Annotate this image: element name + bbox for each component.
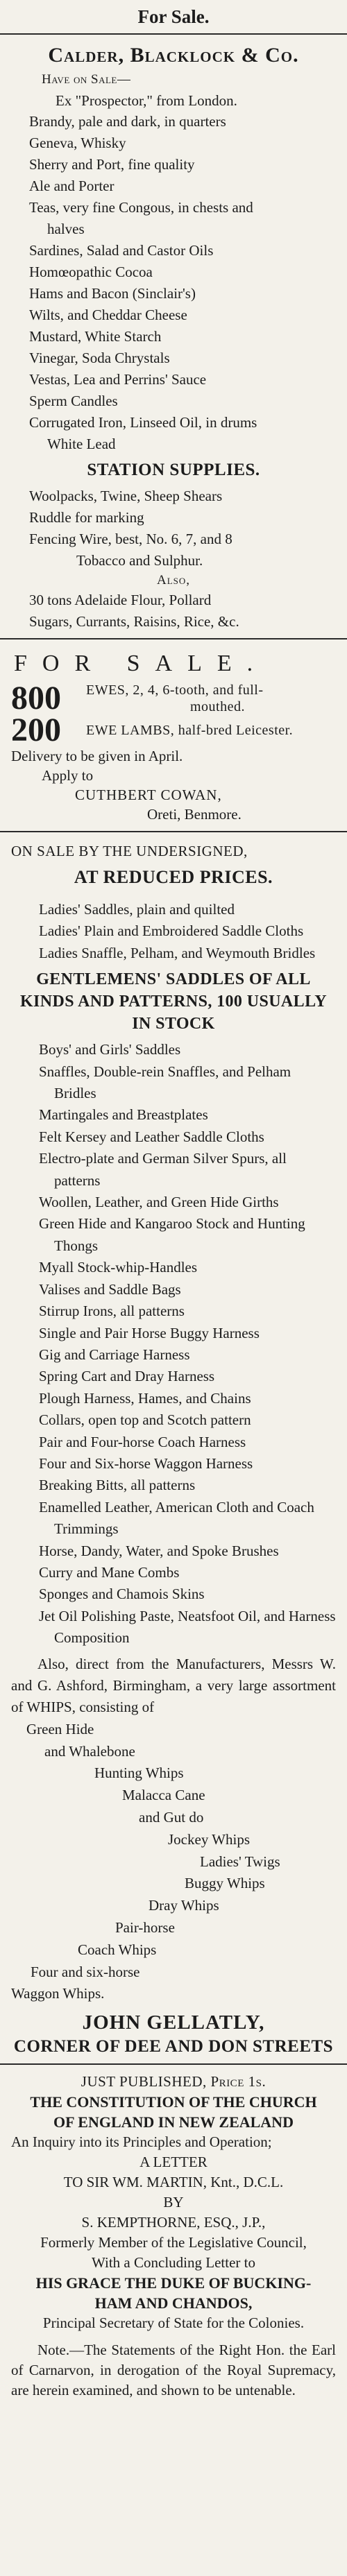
list-item: Enamelled Leather, American Cloth and Coach Trimmings: [39, 1498, 314, 1538]
pub-duke: HIS GRACE THE DUKE OF BUCKING-: [35, 2274, 312, 2292]
list-item: Boys' and Girls' Saddles: [39, 1041, 181, 1058]
whip-item: Dray Whips: [149, 1897, 219, 1914]
list-item: Mustard, White Starch: [29, 328, 162, 345]
pub-title: THE CONSTITUTION OF THE CHURCH: [30, 2093, 317, 2111]
list-item: Spring Cart and Dray Harness: [39, 1368, 215, 1385]
list-item: Gig and Carriage Harness: [39, 1346, 190, 1363]
stock-desc: [86, 722, 293, 739]
whip-item: and Gut do: [139, 1809, 204, 1826]
list-item: Brandy, pale and dark, in quarters: [29, 113, 226, 130]
list-item: Woollen, Leather, and Green Hide Girths: [39, 1194, 279, 1211]
delivery-note: Delivery to be given in April.: [11, 748, 183, 764]
list-item: Pair and Four-horse Coach Harness: [39, 1433, 246, 1450]
list-item: 30 tons Adelaide Flour, Pollard: [29, 592, 212, 608]
ad-subtitle: Have on Sale—: [42, 72, 131, 87]
stock-desc-line: EWES, 2, 4, 6-tooth, and full-: [86, 682, 264, 698]
seller-name: CUTHBERT COWAN,: [75, 787, 222, 803]
list-item: Four and Six-horse Waggon Harness: [39, 1454, 253, 1472]
list-item: Sperm Candles: [29, 393, 118, 409]
whips-intro: Also, direct from the Manufacturers, Messrs W. and G. Ashford, Birmingham, a very large assortment of WHIPS, consisting of: [11, 1655, 336, 1716]
list-item: Sardines, Salad and Castor Oils: [29, 242, 214, 259]
stock-desc-line: EWE LAMBS, half-bred Leicester.: [86, 723, 294, 738]
whip-item: Malacca Cane: [122, 1787, 205, 1804]
whip-item: Green Hide: [26, 1720, 94, 1737]
ship-line: Ex "Prospector," from London.: [56, 92, 237, 109]
also-label: Also,: [156, 573, 191, 587]
goods-list: [11, 111, 336, 455]
pub-by: BY: [163, 2194, 184, 2211]
whip-item: Pair-horse: [115, 1918, 175, 1936]
stock-row: [11, 714, 336, 746]
list-item: Collars, open top and Scotch pattern: [39, 1411, 251, 1429]
list-item: Green Hide and Kangaroo Stock and Hunting Thongs: [39, 1215, 305, 1254]
saddlery-list: [11, 1039, 336, 1649]
list-item: Single and Pair Horse Buggy Harness: [39, 1324, 260, 1341]
ad-publication: [11, 2065, 336, 2401]
merchant-address: CORNER OF DEE AND DON STREETS: [13, 2037, 334, 2056]
pub-author-detail: Formerly Member of the Legislative Council,: [40, 2234, 307, 2251]
ad-intro: ON SALE BY THE UNDERSIGNED,: [11, 843, 248, 859]
ad-title: FOR SALE.: [14, 651, 269, 676]
pub-recipient: TO SIR WM. MARTIN, Knt., D.C.L.: [63, 2174, 284, 2191]
pub-author: S. KEMPTHORNE, ESQ., J.P.,: [81, 2214, 266, 2231]
stock-desc: [86, 682, 264, 715]
merchant-name: JOHN GELLATLY,: [82, 2011, 265, 2034]
list-item: Breaking Bitts, all patterns: [39, 1477, 196, 1494]
stock-count: 800: [11, 680, 61, 716]
list-item: Snaffles, Double-rein Snaffles, and Pelham Bridles: [39, 1063, 291, 1102]
list-item: Curry and Mane Combs: [39, 1563, 180, 1581]
pub-note: Note.—The Statements of the Right Hon. the Earl of Carnarvon, in derogation of the Royal Supremacy, are herein examined, and shown to be untenable.: [11, 2342, 336, 2399]
list-item: Martingales and Breastplates: [39, 1106, 208, 1124]
whip-item: Coach Whips: [78, 1941, 157, 1958]
list-item: Valises and Saddle Bags: [39, 1280, 181, 1298]
saddlery-list: [11, 899, 336, 964]
stock-count: 200: [11, 712, 61, 748]
list-item: Corrugated Iron, Linseed Oil, in drums: [29, 414, 257, 431]
whip-item: Jockey Whips: [168, 1830, 251, 1848]
whip-item: Buggy Whips: [185, 1875, 265, 1892]
list-item: Plough Harness, Hames, and Chains: [39, 1389, 251, 1407]
ad-title: Calder, Blacklock & Co.: [48, 44, 299, 67]
list-item: White Lead: [47, 436, 116, 452]
whips-list: [11, 1719, 336, 2005]
pub-concluding: With a Concluding Letter to: [92, 2254, 255, 2272]
list-item: Teas, very fine Congous, in chests and: [29, 199, 253, 216]
list-item: Ladies' Plain and Embroidered Saddle Cloths: [39, 922, 304, 940]
list-item: Electro-plate and German Silver Spurs, all patterns: [39, 1150, 287, 1189]
ad-calder-blacklock: [11, 35, 336, 638]
section-header: For Sale.: [137, 6, 210, 27]
stock-row: [11, 682, 336, 714]
list-item: Hams and Bacon (Sinclair's): [29, 285, 196, 302]
ad-sheep-for-sale: [11, 639, 336, 831]
whip-item: and Whalebone: [44, 1742, 135, 1760]
whip-item: Ladies' Twigs: [200, 1853, 280, 1870]
pub-duke: HAM AND CHANDOS,: [94, 2294, 253, 2312]
list-item: Sherry and Port, fine quality: [29, 156, 195, 173]
list-item: Jet Oil Polishing Paste, Neatsfoot Oil, and Harness Composition: [39, 1607, 336, 1647]
list-item: Geneva, Whisky: [29, 135, 126, 151]
ad-heading: AT REDUCED PRICES.: [74, 867, 273, 887]
seller-place: Oreti, Benmore.: [147, 806, 242, 823]
list-item: Vestas, Lea and Perrins' Sauce: [29, 371, 207, 388]
whip-item: Four and six-horse: [31, 1963, 140, 1980]
pub-title: OF ENGLAND IN NEW ZEALAND: [53, 2113, 294, 2131]
list-item: Horse, Dandy, Water, and Spoke Brushes: [39, 1542, 279, 1559]
pub-notice: JUST PUBLISHED, Price 1s.: [81, 2073, 266, 2090]
apply-label: Apply to: [42, 767, 94, 784]
list-item: Homœopathic Cocoa: [29, 264, 153, 280]
list-item: Felt Kersey and Leather Saddle Cloths: [39, 1128, 264, 1145]
whip-item: Hunting Whips: [94, 1764, 184, 1782]
pub-secretary: Principal Secretary of State for the Colonies.: [42, 2315, 305, 2332]
gents-saddles-heading: GENTLEMENS' SADDLES OF ALL KINDS AND PATTERNS, 100 USUALLY IN STOCK: [19, 970, 328, 1033]
more-list: [11, 590, 336, 638]
list-item: Woolpacks, Twine, Sheep Shears: [29, 488, 223, 504]
stock-desc-line: mouthed.: [190, 699, 245, 714]
list-item: Ladies' Saddles, plain and quilted: [39, 901, 235, 918]
list-item: Ruddle for marking: [29, 509, 144, 526]
pub-letter: A LETTER: [139, 2154, 208, 2171]
station-list: [11, 486, 336, 572]
list-item: Wilts, and Cheddar Cheese: [29, 307, 187, 323]
list-item: Myall Stock-whip-Handles: [39, 1259, 198, 1276]
list-item: Sugars, Currants, Raisins, Rice, &c.: [29, 613, 239, 630]
list-item: Sponges and Chamois Skins: [39, 1586, 205, 1603]
list-item: Vinegar, Soda Chrystals: [29, 350, 170, 366]
list-item: Ale and Porter: [29, 178, 115, 194]
section-heading: STATION SUPPLIES.: [87, 461, 260, 479]
list-item: Tobacco and Sulphur.: [76, 552, 203, 569]
whip-item: Waggon Whips.: [11, 1985, 105, 2002]
ad-saddlery: [11, 832, 336, 2063]
list-item: halves: [47, 221, 85, 237]
list-item: Fencing Wire, best, No. 6, 7, and 8: [29, 531, 232, 547]
list-item: Ladies Snaffle, Pelham, and Weymouth Bridles: [39, 944, 316, 961]
list-item: Stirrup Irons, all patterns: [39, 1303, 185, 1320]
pub-subtitle: An Inquiry into its Principles and Operation;: [11, 2133, 272, 2151]
